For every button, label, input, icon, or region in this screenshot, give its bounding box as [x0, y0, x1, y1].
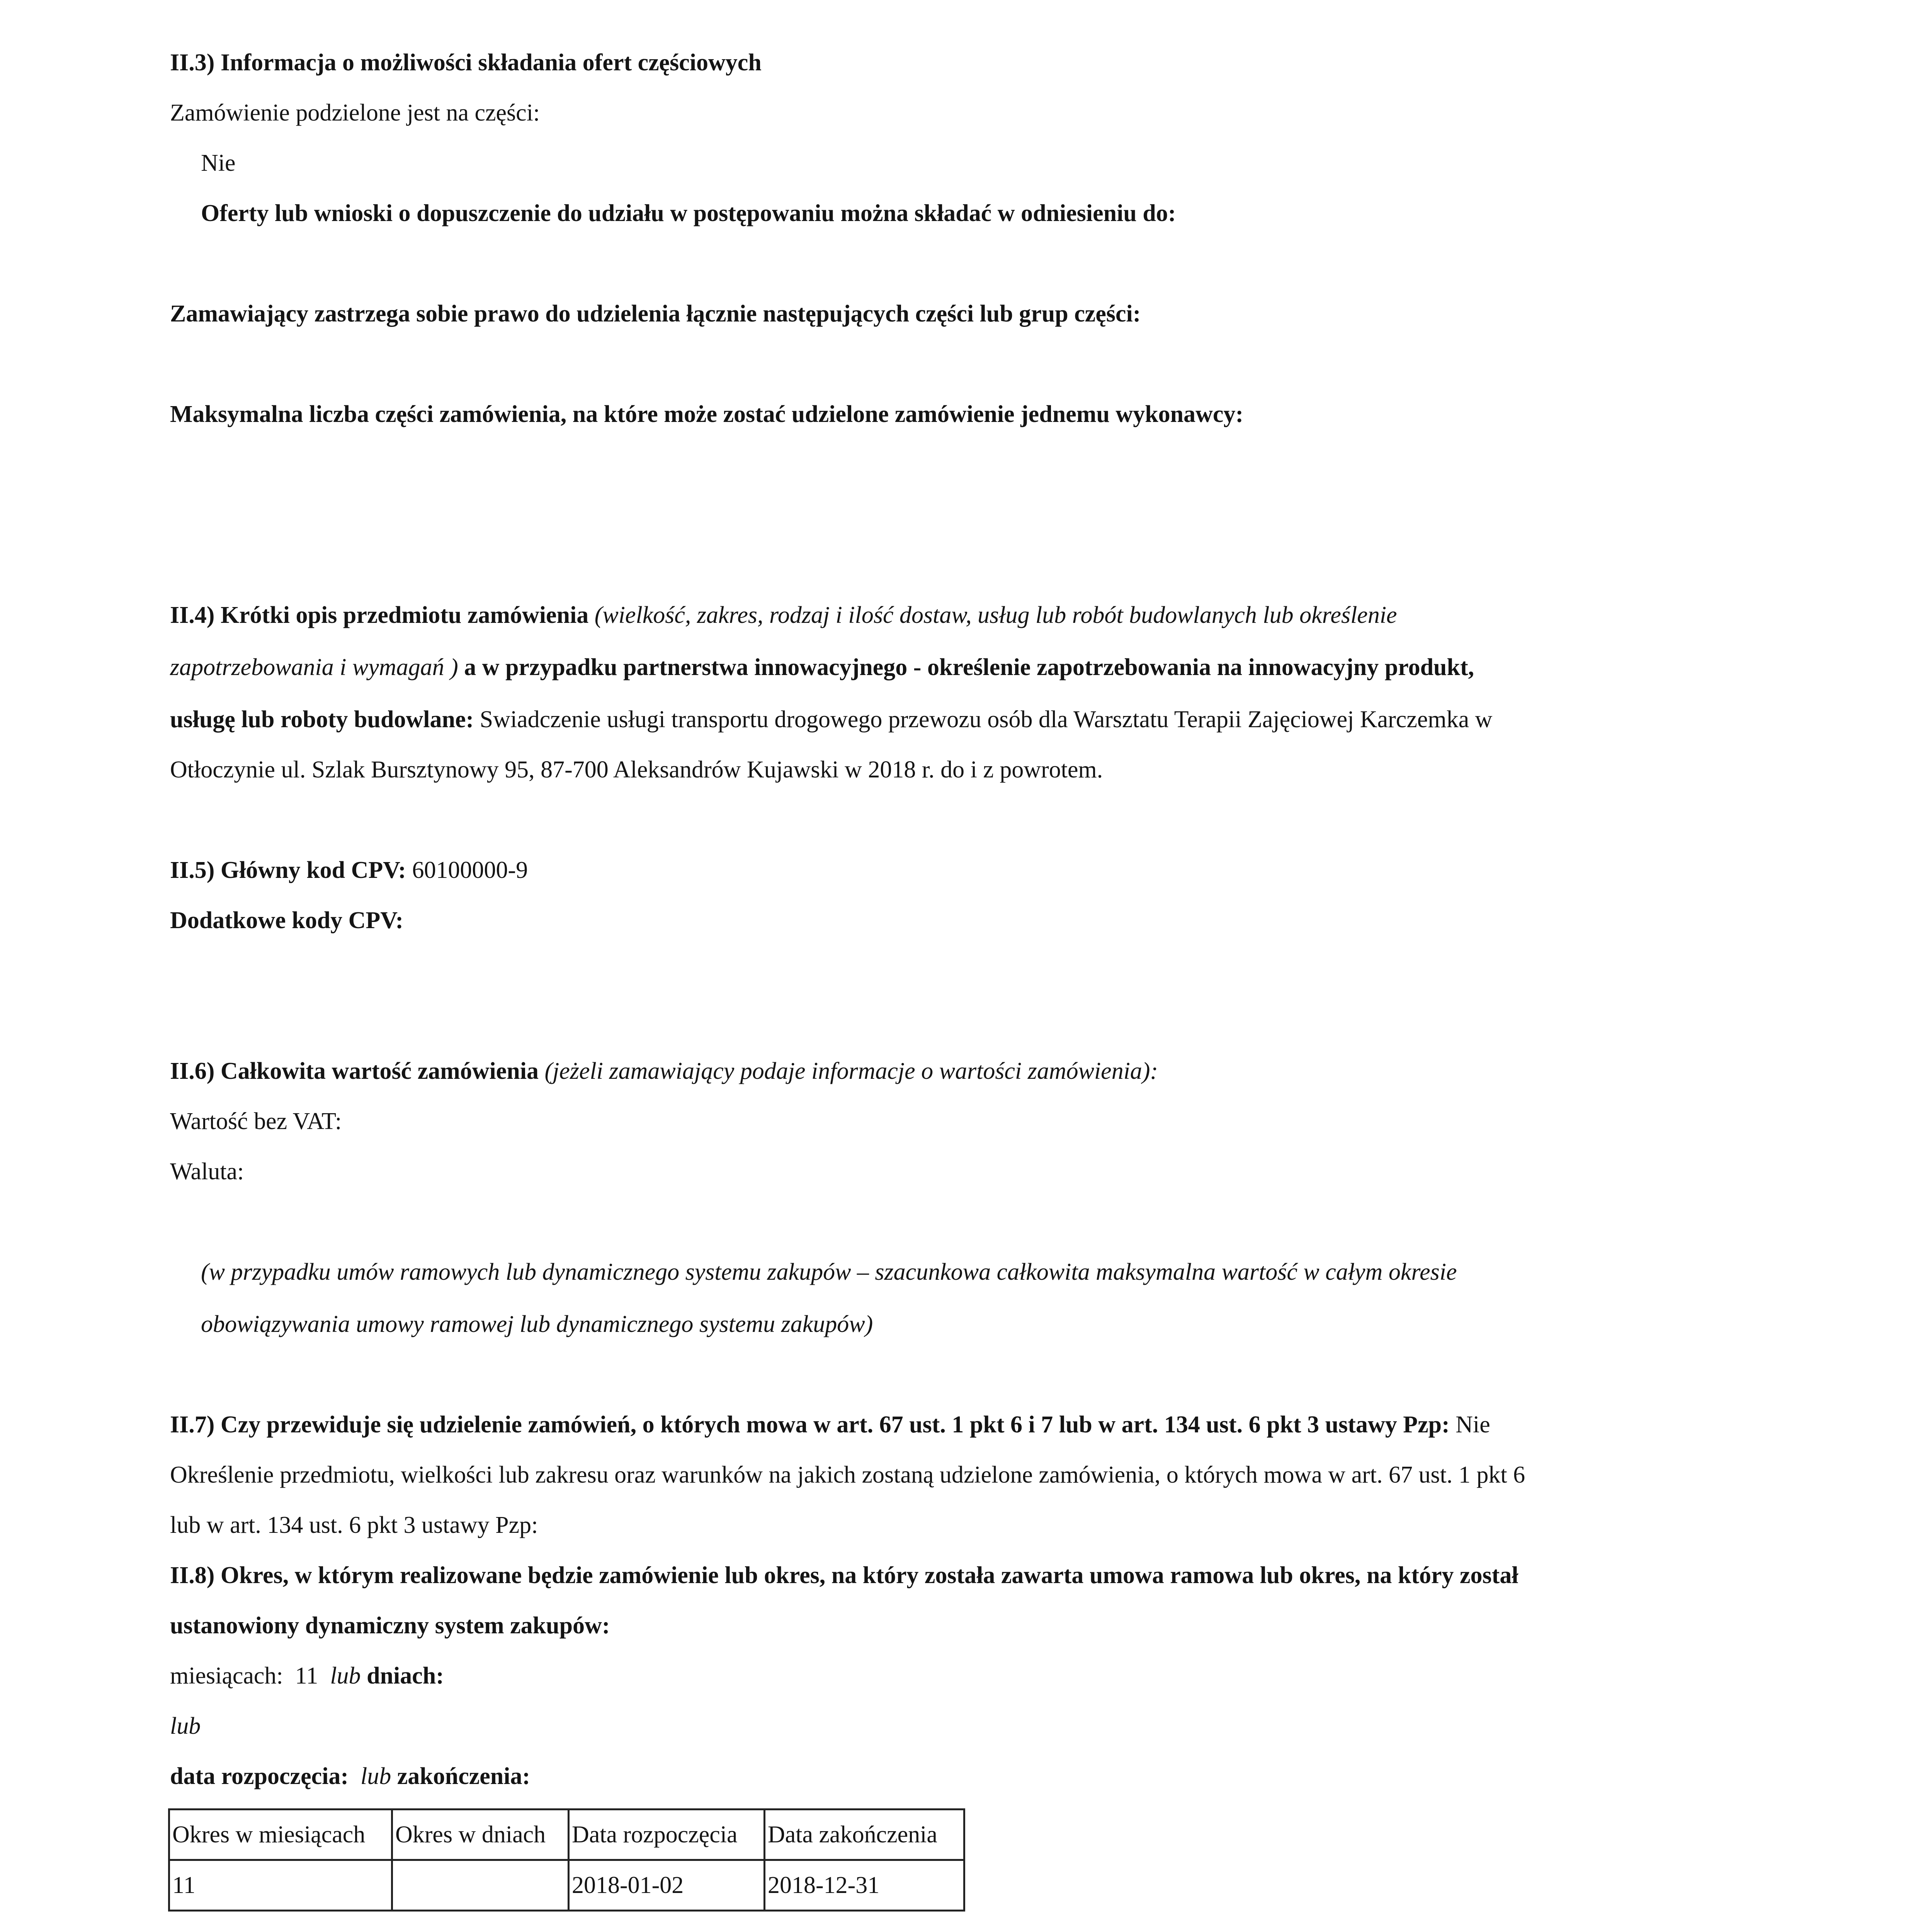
cpv-main-value: 60100000-9: [412, 857, 528, 883]
currency-label: Waluta:: [170, 1158, 244, 1185]
section-2-4-note-2: zapotrzebowania i wymagań ): [170, 654, 458, 680]
dates-line: [170, 1762, 530, 1791]
section-2-4-note-1: (wielkość, zakres, rodzaj i ilość dostaw, usług lub robót budowlanych lub określenie: [594, 602, 1397, 628]
cpv-main-label: II.5) Główny kod CPV:: [170, 857, 406, 883]
section-2-7-desc-1: Określenie przedmiotu, wielkości lub zakresu oraz warunków na jakich zostaną udzielone zamówienia, o których mowa w art. 67 ust. 1 pkt 6: [170, 1462, 1525, 1488]
table-header-cell: Data zakończenia: [765, 1810, 964, 1860]
section-2-8-heading-1: II.8) Okres, w którym realizowane będzie zamówienie lub okres, na który została zawarta umowa ramowa lub okres, na który został: [170, 1562, 1518, 1588]
section-2-6-heading: II.6) Całkowita wartość zamówienia: [170, 1058, 539, 1084]
section-2-4-line-3: [170, 705, 1492, 734]
section-2-5-line: [170, 856, 528, 884]
table-header-cell: Data rozpoczęcia: [569, 1810, 765, 1860]
section-2-4-bold-cont-2: usługę lub roboty budowlane:: [170, 706, 474, 733]
vat-label: Wartość bez VAT:: [170, 1108, 342, 1134]
or-text-1: lub: [330, 1663, 361, 1689]
section-2-7-desc-2: lub w art. 134 ust. 6 pkt 3 ustawy Pzp:: [170, 1512, 538, 1538]
table-header-cell: Okres w dniach: [392, 1810, 569, 1860]
section-2-3-heading: II.3) Informacja o możliwości składania ofert częściowych: [170, 49, 762, 76]
cpv-extra-label: Dodatkowe kody CPV:: [170, 907, 404, 934]
period-table: [168, 1808, 965, 1912]
split-label: Zamówienie podzielone jest na części:: [170, 100, 540, 126]
reserve-label: Zamawiający zastrzega sobie prawo do udzielenia łącznie następujących części lub grup części:: [170, 301, 1141, 327]
section-2-6-para-2: obowiązywania umowy ramowej lub dynamicznego systemu zakupów): [201, 1311, 873, 1337]
months-value: 11: [295, 1663, 318, 1689]
table-header-row: [169, 1810, 964, 1860]
offers-label: Oferty lub wnioski o dopuszczenie do udziału w postępowaniu można składać w odniesieniu do:: [201, 200, 1176, 226]
section-2-7-answer: Nie: [1456, 1412, 1490, 1438]
table-row: [169, 1860, 964, 1911]
section-2-4-line-1: [170, 601, 1397, 629]
section-2-8-heading-2: ustanowiony dynamiczny system zakupów:: [170, 1612, 610, 1639]
table-cell: 2018-01-02: [569, 1860, 765, 1911]
or-text-2: lub: [170, 1713, 201, 1739]
months-label: miesiącach:: [170, 1663, 283, 1689]
table-cell: 2018-12-31: [765, 1860, 964, 1911]
section-2-7-heading: II.7) Czy przewiduje się udzielenie zamówień, o których mowa w art. 67 ust. 1 pkt 6 i 7 lub w art. 134 ust. 6 pkt 3 ustawy Pzp:: [170, 1412, 1450, 1438]
section-2-6-note: (jeżeli zamawiający podaje informacje o wartości zamówienia):: [544, 1058, 1158, 1084]
section-2-4-bold-cont: a w przypadku partnerstwa innowacyjnego - określenie zapotrzebowania na innowacyjny produkt,: [464, 654, 1474, 680]
table-cell: [392, 1860, 569, 1911]
months-line: [170, 1662, 444, 1690]
table-header-cell: Okres w miesiącach: [169, 1810, 392, 1860]
or-text-3: lub: [360, 1763, 391, 1789]
section-2-4-text-2: Otłoczynie ul. Szlak Bursztynowy 95, 87-700 Aleksandrów Kujawski w 2018 r. do i z powrotem.: [170, 757, 1103, 783]
table-cell: 11: [169, 1860, 392, 1911]
section-2-4-line-2: [170, 653, 1474, 682]
days-label: dniach:: [367, 1663, 444, 1689]
section-2-4-heading: II.4) Krótki opis przedmiotu zamówienia: [170, 602, 589, 628]
end-date-label: zakończenia:: [397, 1763, 531, 1789]
max-parts-label: Maksymalna liczba części zamówienia, na które może zostać udzielone zamówienie jednemu wykonawcy:: [170, 401, 1244, 427]
section-2-4-text-1: Swiadczenie usługi transportu drogowego przewozu osób dla Warsztatu Terapii Zajęciowej Karczemka w: [480, 706, 1493, 733]
section-2-6-para-1: (w przypadku umów ramowych lub dynamicznego systemu zakupów – szacunkowa całkowita maksymalna wartość w całym okresie: [201, 1259, 1457, 1285]
section-2-6-line: [170, 1057, 1158, 1085]
start-date-label: data rozpoczęcia:: [170, 1763, 349, 1789]
split-value: Nie: [201, 150, 236, 176]
section-2-7-line: [170, 1410, 1490, 1439]
